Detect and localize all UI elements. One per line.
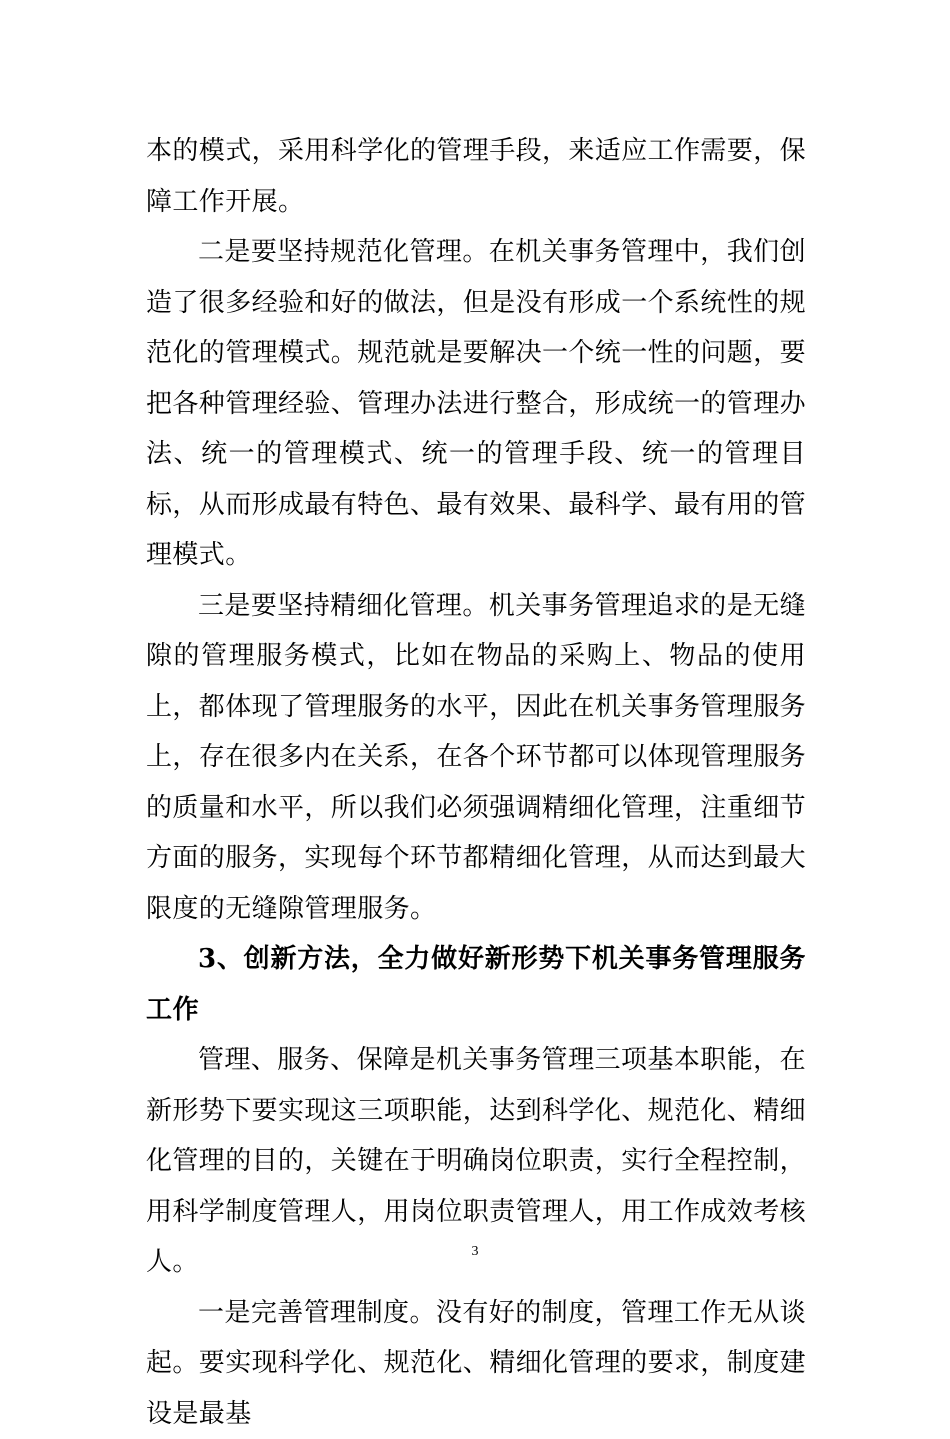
page-number: 3: [0, 1244, 950, 1260]
paragraph-standardization: 二是要坚持规范化管理。在机关事务管理中，我们创造了很多经验和好的做法，但是没有形成一个系统性的规范化的管理模式。规范就是要解决一个统一性的问题，要把各种管理经验、管理办法进行整合，形成统一的管理办法、统一的管理模式、统一的管理手段、统一的管理目标，从而形成最有特色、最有效果、最科学、最有用的管理模式。: [146, 227, 806, 581]
paragraph-system: 一是完善管理制度。没有好的制度，管理工作无从谈起。要实现科学化、规范化、精细化管理的要求，制度建设是最基: [146, 1288, 806, 1439]
paragraph-refinement: 三是要坚持精细化管理。机关事务管理追求的是无缝隙的管理服务模式，比如在物品的采购上、物品的使用上，都体现了管理服务的水平，因此在机关事务管理服务上，存在很多内在关系，在各个环节都可以体现管理服务的质量和水平，所以我们必须强调精细化管理，注重细节方面的服务，实现每个环节都精细化管理，从而达到最大限度的无缝隙管理服务。: [146, 581, 806, 935]
document-body: [146, 126, 806, 1439]
section-heading: 3、创新方法，全力做好新形势下机关事务管理服务工作: [146, 934, 806, 1035]
paragraph-continuation: 本的模式，采用科学化的管理手段，来适应工作需要，保障工作开展。: [146, 126, 806, 227]
paragraph-functions: 管理、服务、保障是机关事务管理三项基本职能，在新形势下要实现这三项职能，达到科学化、规范化、精细化管理的目的，关键在于明确岗位职责，实行全程控制，用科学制度管理人，用岗位职责管理人，用工作成效考核人。: [146, 1035, 806, 1288]
